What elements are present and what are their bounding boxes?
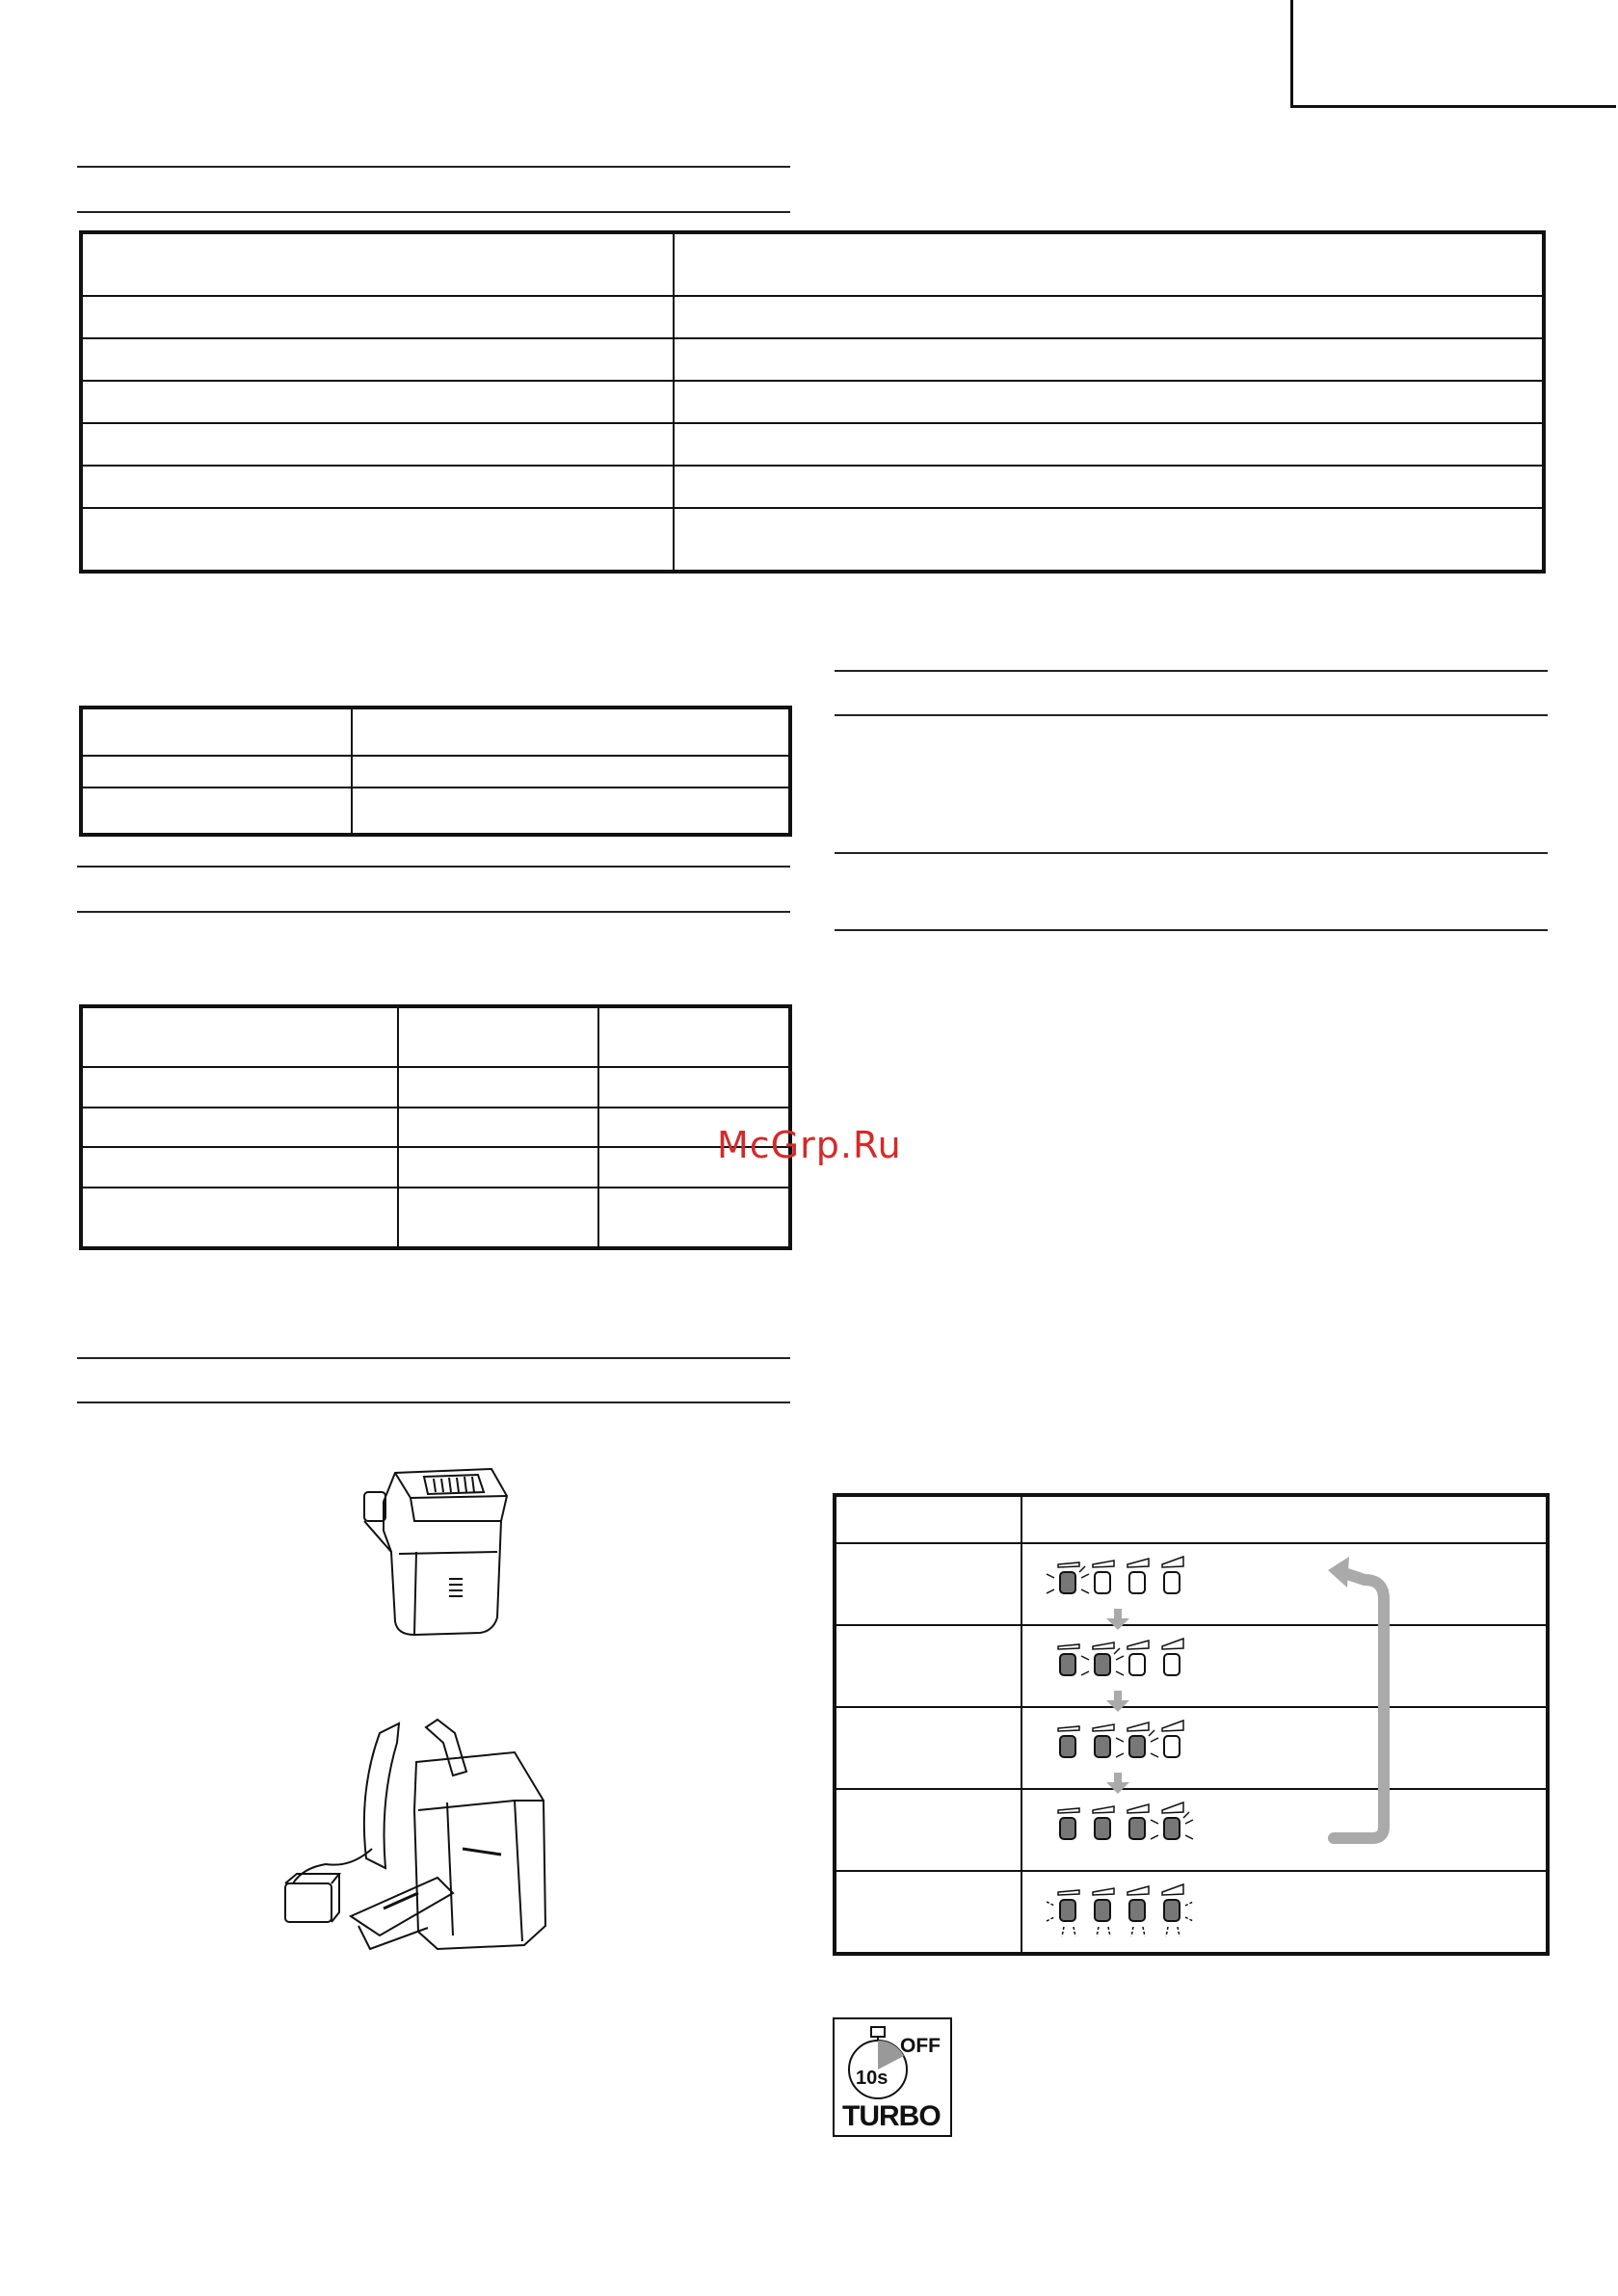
led-glow-ray	[1151, 1753, 1158, 1757]
led-lit	[1095, 1736, 1110, 1757]
led-glow-ray	[1185, 1902, 1193, 1906]
led-label-bar	[1162, 1721, 1183, 1731]
page-tab-box	[1290, 0, 1616, 108]
led-label-bar	[1127, 1804, 1149, 1813]
spec-table-main	[79, 230, 1546, 574]
led-label-bar	[1058, 1562, 1079, 1567]
led-glow-ray	[1151, 1835, 1158, 1839]
led-row	[1047, 1884, 1193, 1936]
led-label-bar	[1162, 1802, 1183, 1813]
led-lit	[1060, 1572, 1075, 1593]
led-lit	[1129, 1736, 1145, 1757]
section-rule	[835, 714, 1548, 716]
led-unlit	[1129, 1654, 1145, 1675]
led-lit	[1095, 1818, 1110, 1839]
led-glow-ray	[1149, 1730, 1154, 1736]
led-lit	[1060, 1818, 1075, 1839]
turbo-icon	[833, 2017, 952, 2137]
backpack-power-supply-illustration	[283, 1704, 611, 1974]
led-label-bar	[1162, 1557, 1183, 1567]
battery-pack-illustration	[357, 1463, 520, 1639]
led-glow-ray	[1131, 1927, 1133, 1936]
led-label-bar	[1058, 1726, 1079, 1731]
led-lit	[1095, 1654, 1110, 1675]
led-glow-ray	[1183, 1812, 1189, 1818]
led-glow-ray	[1074, 1927, 1075, 1936]
led-glow-ray	[1108, 1927, 1110, 1936]
led-label-bar	[1127, 1722, 1149, 1731]
led-glow-ray	[1047, 1917, 1054, 1921]
led-glow-ray	[1079, 1566, 1085, 1572]
led-glow-ray	[1185, 1835, 1193, 1839]
led-label-bar	[1162, 1884, 1183, 1895]
sequence-return-arrow	[1334, 1572, 1384, 1838]
led-lit	[1060, 1736, 1075, 1757]
spec-table-charging	[79, 1004, 792, 1250]
led-glow-ray	[1047, 1589, 1054, 1593]
led-label-bar	[1162, 1639, 1183, 1649]
turbo-timer-label: 10s	[856, 2068, 889, 2089]
turbo-off-label: OFF	[900, 2035, 941, 2057]
spec-table-battery	[79, 706, 792, 837]
section-rule	[77, 911, 790, 913]
led-glow-ray	[1081, 1574, 1089, 1578]
led-row	[1058, 1639, 1183, 1675]
sequence-down-arrows	[1106, 1609, 1129, 1794]
led-glow-ray	[1178, 1927, 1180, 1936]
led-glow-ray	[1185, 1820, 1193, 1824]
led-lit	[1095, 1900, 1110, 1921]
led-row	[1047, 1557, 1183, 1593]
led-glow-ray	[1116, 1738, 1124, 1742]
led-glow-ray	[1047, 1902, 1054, 1906]
led-row	[1058, 1721, 1183, 1757]
led-label-bar	[1093, 1806, 1114, 1813]
led-glow-ray	[1151, 1738, 1158, 1742]
section-rule	[835, 670, 1548, 672]
led-glow-ray	[1081, 1671, 1089, 1675]
led-unlit	[1095, 1572, 1110, 1593]
led-lit	[1164, 1818, 1180, 1839]
charge-indicator-table	[833, 1493, 1550, 1956]
led-glow-ray	[1116, 1753, 1124, 1757]
led-unlit	[1164, 1572, 1180, 1593]
section-rule	[77, 1402, 790, 1403]
section-rule	[77, 1357, 790, 1359]
led-unlit	[1164, 1736, 1180, 1757]
led-unlit	[1129, 1572, 1145, 1593]
led-label-bar	[1127, 1886, 1149, 1895]
led-lit	[1164, 1900, 1180, 1921]
return-arrow-head	[1328, 1557, 1349, 1588]
led-glow-ray	[1116, 1671, 1124, 1675]
section-rule	[835, 852, 1548, 854]
led-glow-ray	[1151, 1820, 1158, 1824]
led-glow-ray	[1062, 1927, 1064, 1936]
led-glow-ray	[1114, 1648, 1120, 1654]
led-label-bar	[1058, 1890, 1079, 1895]
section-rule	[77, 211, 790, 213]
led-label-bar	[1093, 1642, 1114, 1649]
section-rule	[77, 166, 790, 168]
led-glow-ray	[1116, 1656, 1124, 1660]
led-lit	[1129, 1900, 1145, 1921]
led-glow-ray	[1143, 1927, 1145, 1936]
led-label-bar	[1058, 1808, 1079, 1813]
led-row	[1058, 1802, 1193, 1839]
led-glow-ray	[1097, 1927, 1099, 1936]
section-rule	[77, 866, 790, 868]
led-label-bar	[1093, 1724, 1114, 1731]
led-label-bar	[1058, 1644, 1079, 1649]
led-label-bar	[1093, 1561, 1114, 1567]
section-rule	[835, 929, 1548, 931]
led-label-bar	[1127, 1641, 1149, 1649]
led-label-bar	[1127, 1559, 1149, 1567]
led-glow-ray	[1047, 1574, 1054, 1578]
led-glow-ray	[1081, 1589, 1089, 1593]
led-glow-ray	[1166, 1927, 1168, 1936]
led-lit	[1060, 1900, 1075, 1921]
led-unlit	[1164, 1654, 1180, 1675]
led-glow-ray	[1081, 1656, 1089, 1660]
led-lit	[1060, 1654, 1075, 1675]
watermark-text: McGrp.Ru	[717, 1124, 902, 1166]
led-glow-ray	[1185, 1917, 1193, 1921]
led-lit	[1129, 1818, 1145, 1839]
turbo-label: TURBO	[842, 2100, 941, 2132]
led-label-bar	[1093, 1888, 1114, 1895]
